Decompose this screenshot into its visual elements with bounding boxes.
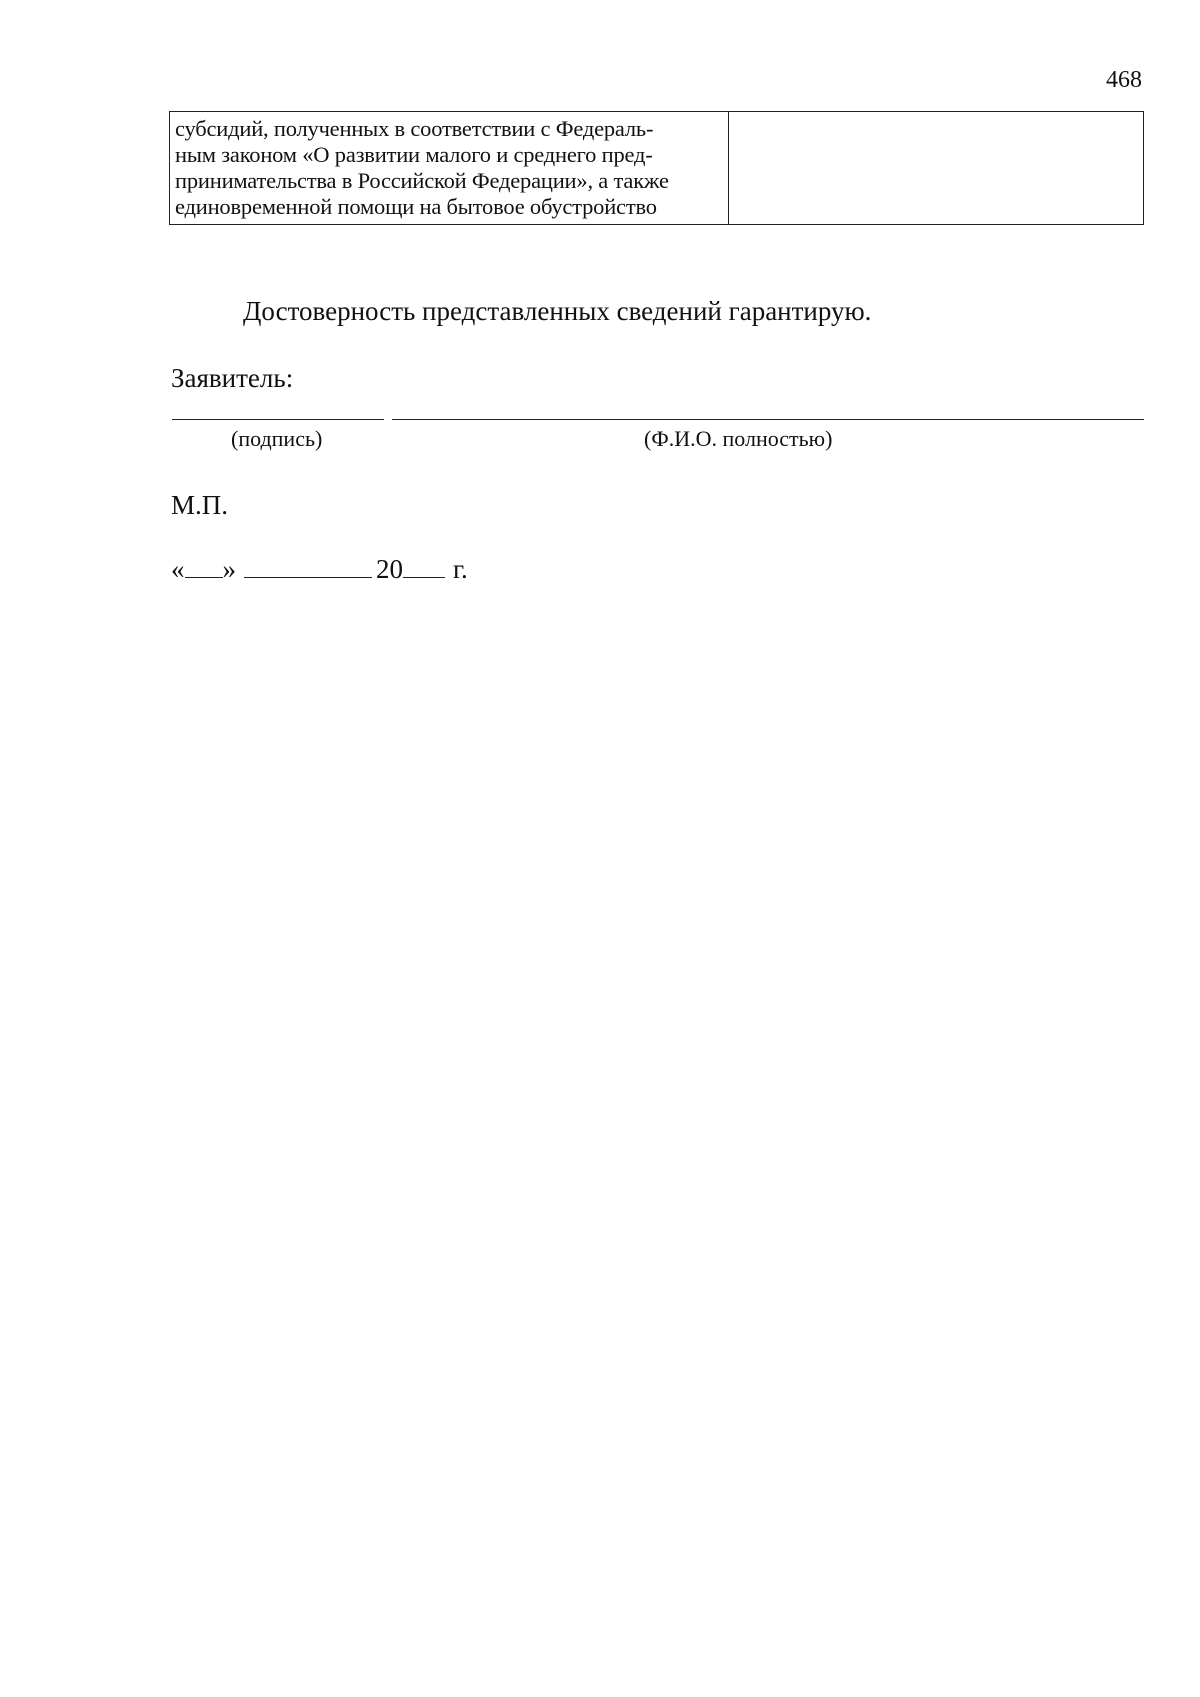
table-cell-value [729,112,1143,224]
date-year-suffix: г. [453,554,468,584]
date-year-prefix: 20 [376,554,403,584]
date-row [171,553,468,585]
page-number: 468 [1106,67,1142,93]
date-day-blank [185,555,223,578]
signature-caption: (подпись) [231,426,323,451]
date-close-quote: » [222,554,236,584]
guarantee-statement: Достоверность представленных сведений гарантирую. [243,296,872,326]
table-cell-description [170,112,729,224]
date-year-blank [403,555,445,578]
info-table [169,111,1144,225]
table-cell-line: единовременной помощи на бытовое обустройство [175,194,657,219]
table-cell-line: принимательства в Российской Федерации», а также [175,168,669,193]
date-open-quote: « [171,554,185,584]
table-cell-line: ным законом «О развитии малого и среднего пред- [175,142,653,167]
signature-line [172,419,384,420]
full-name-line [392,419,1144,420]
table-cell-line: субсидий, полученных в соответствии с Федераль- [175,116,654,141]
applicant-label: Заявитель: [171,363,294,393]
date-month-blank [244,555,372,578]
full-name-caption: (Ф.И.О. полностью) [644,426,833,451]
stamp-label: М.П. [171,490,229,520]
